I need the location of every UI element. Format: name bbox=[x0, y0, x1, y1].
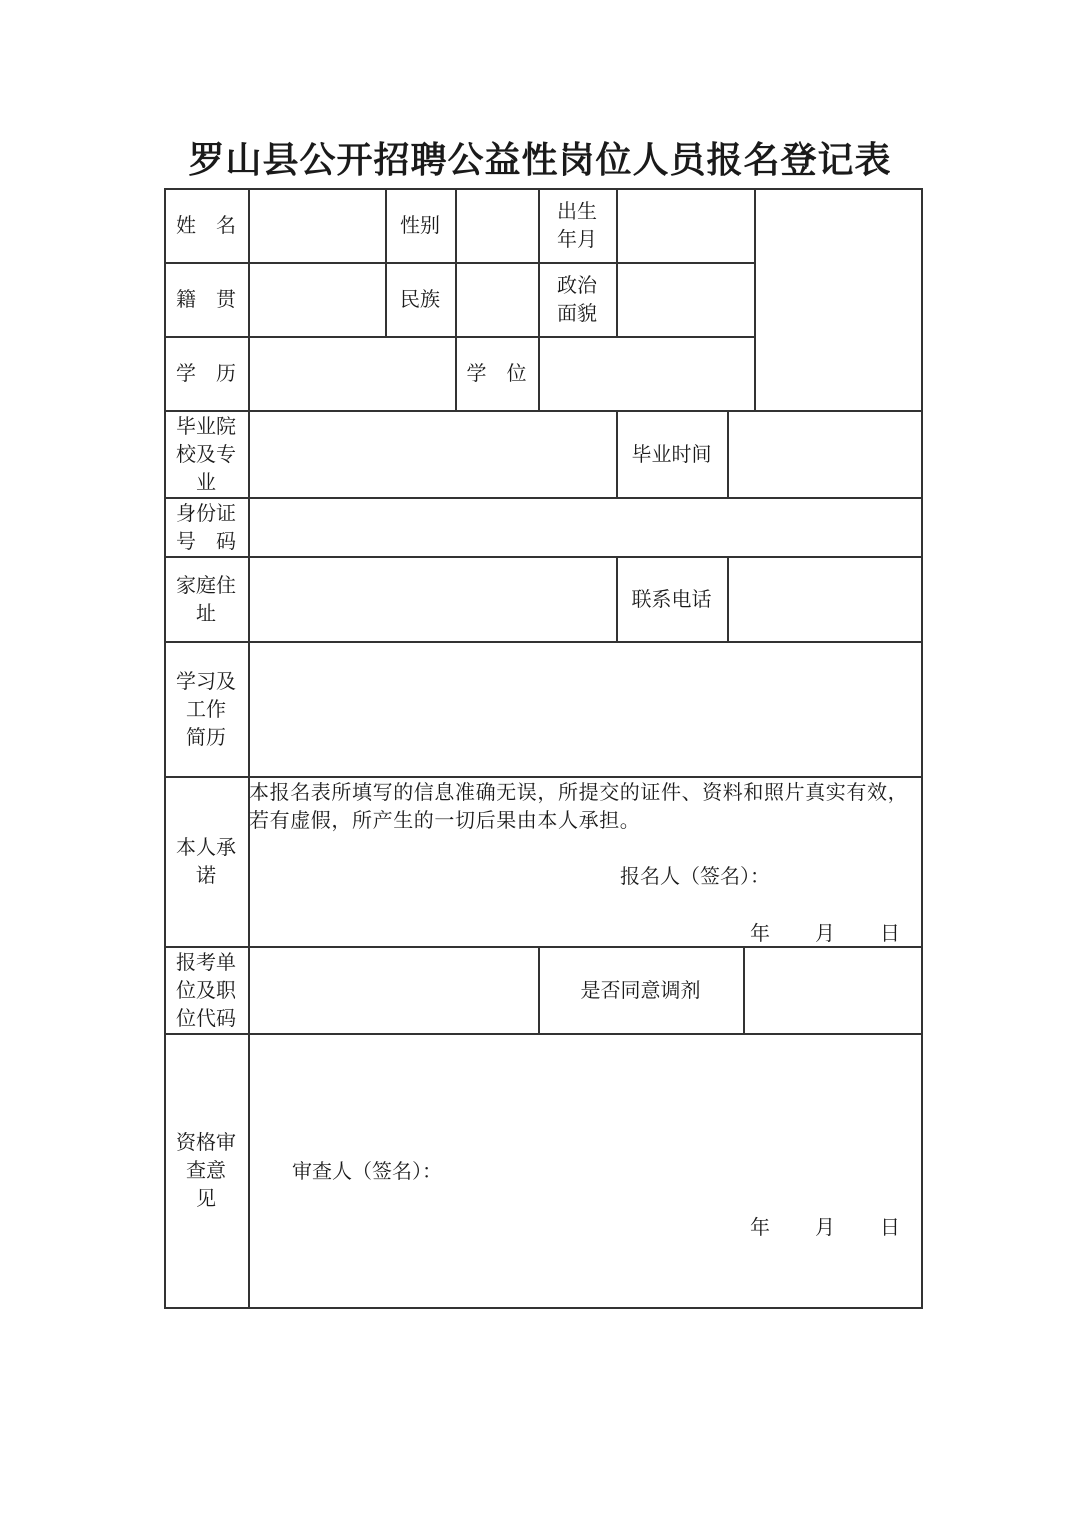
label-home-address: 家庭住 址 bbox=[176, 572, 236, 625]
education-input-cell[interactable] bbox=[248, 336, 455, 410]
label-pledge: 本人承 诺 bbox=[176, 835, 236, 887]
label-phone: 联系电话 bbox=[631, 586, 712, 611]
row-divider bbox=[164, 1033, 922, 1035]
home-address-input-cell[interactable] bbox=[248, 556, 616, 641]
review-signer-label: 审查人（签名）： bbox=[292, 1159, 442, 1183]
graduation-time-input-cell[interactable] bbox=[727, 410, 921, 497]
pledge-day: 日 bbox=[880, 921, 900, 945]
name-input-cell[interactable] bbox=[248, 188, 385, 262]
review-day: 日 bbox=[880, 1215, 900, 1239]
label-gender: 性别 bbox=[400, 213, 440, 237]
review-year: 年 bbox=[750, 1215, 770, 1239]
table-border-bottom bbox=[164, 1307, 922, 1309]
label-name: 姓 名 bbox=[176, 213, 236, 237]
photo-cell[interactable] bbox=[754, 188, 921, 410]
pledge-text: 本报名表所填写的信息准确无误，所提交的证件、资料和照片真实有效，若有虚假，所产生的一切后果由本人承担。 bbox=[249, 780, 909, 832]
pledge-month: 月 bbox=[815, 921, 835, 945]
unit-position-code-input-cell[interactable] bbox=[248, 946, 538, 1033]
label-education: 学 历 bbox=[176, 361, 236, 385]
gender-input-cell[interactable] bbox=[455, 188, 538, 262]
agree-adjustment-input-cell[interactable] bbox=[743, 946, 921, 1033]
label-resume: 学习及 工作 简历 bbox=[176, 668, 236, 749]
label-ethnicity: 民族 bbox=[400, 287, 440, 311]
label-agree-adjustment: 是否同意调剂 bbox=[580, 977, 701, 1002]
birth-date-input-cell[interactable] bbox=[616, 188, 754, 262]
school-major-input-cell[interactable] bbox=[248, 410, 616, 497]
degree-input-cell[interactable] bbox=[538, 336, 754, 410]
label-birth-date: 出生 年月 bbox=[557, 199, 597, 251]
label-unit-position-code: 报考单 位及职 位代码 bbox=[176, 949, 236, 1030]
pledge-year: 年 bbox=[750, 921, 770, 945]
label-id-number: 身份证 号 码 bbox=[176, 500, 236, 553]
table-border-right bbox=[921, 188, 923, 1309]
review-month: 月 bbox=[815, 1215, 835, 1239]
label-graduation-time: 毕业时间 bbox=[631, 441, 712, 466]
resume-input-cell[interactable] bbox=[248, 641, 921, 776]
label-degree: 学 位 bbox=[466, 361, 527, 385]
label-qualification-review: 资格审 查意 见 bbox=[176, 1130, 236, 1210]
native-place-input-cell[interactable] bbox=[248, 262, 385, 336]
label-native-place: 籍 贯 bbox=[176, 287, 236, 311]
label-political-status: 政治 面貌 bbox=[557, 273, 597, 325]
ethnicity-input-cell[interactable] bbox=[455, 262, 538, 336]
form-title: 罗山县公开招聘公益性岗位人员报名登记表 bbox=[188, 139, 892, 181]
id-number-input-cell[interactable] bbox=[248, 497, 921, 556]
pledge-signer-label: 报名人（签名）： bbox=[620, 864, 770, 888]
phone-input-cell[interactable] bbox=[727, 556, 921, 641]
label-school-major: 毕业院 校及专 业 bbox=[176, 413, 236, 494]
political-status-input-cell[interactable] bbox=[616, 262, 754, 336]
